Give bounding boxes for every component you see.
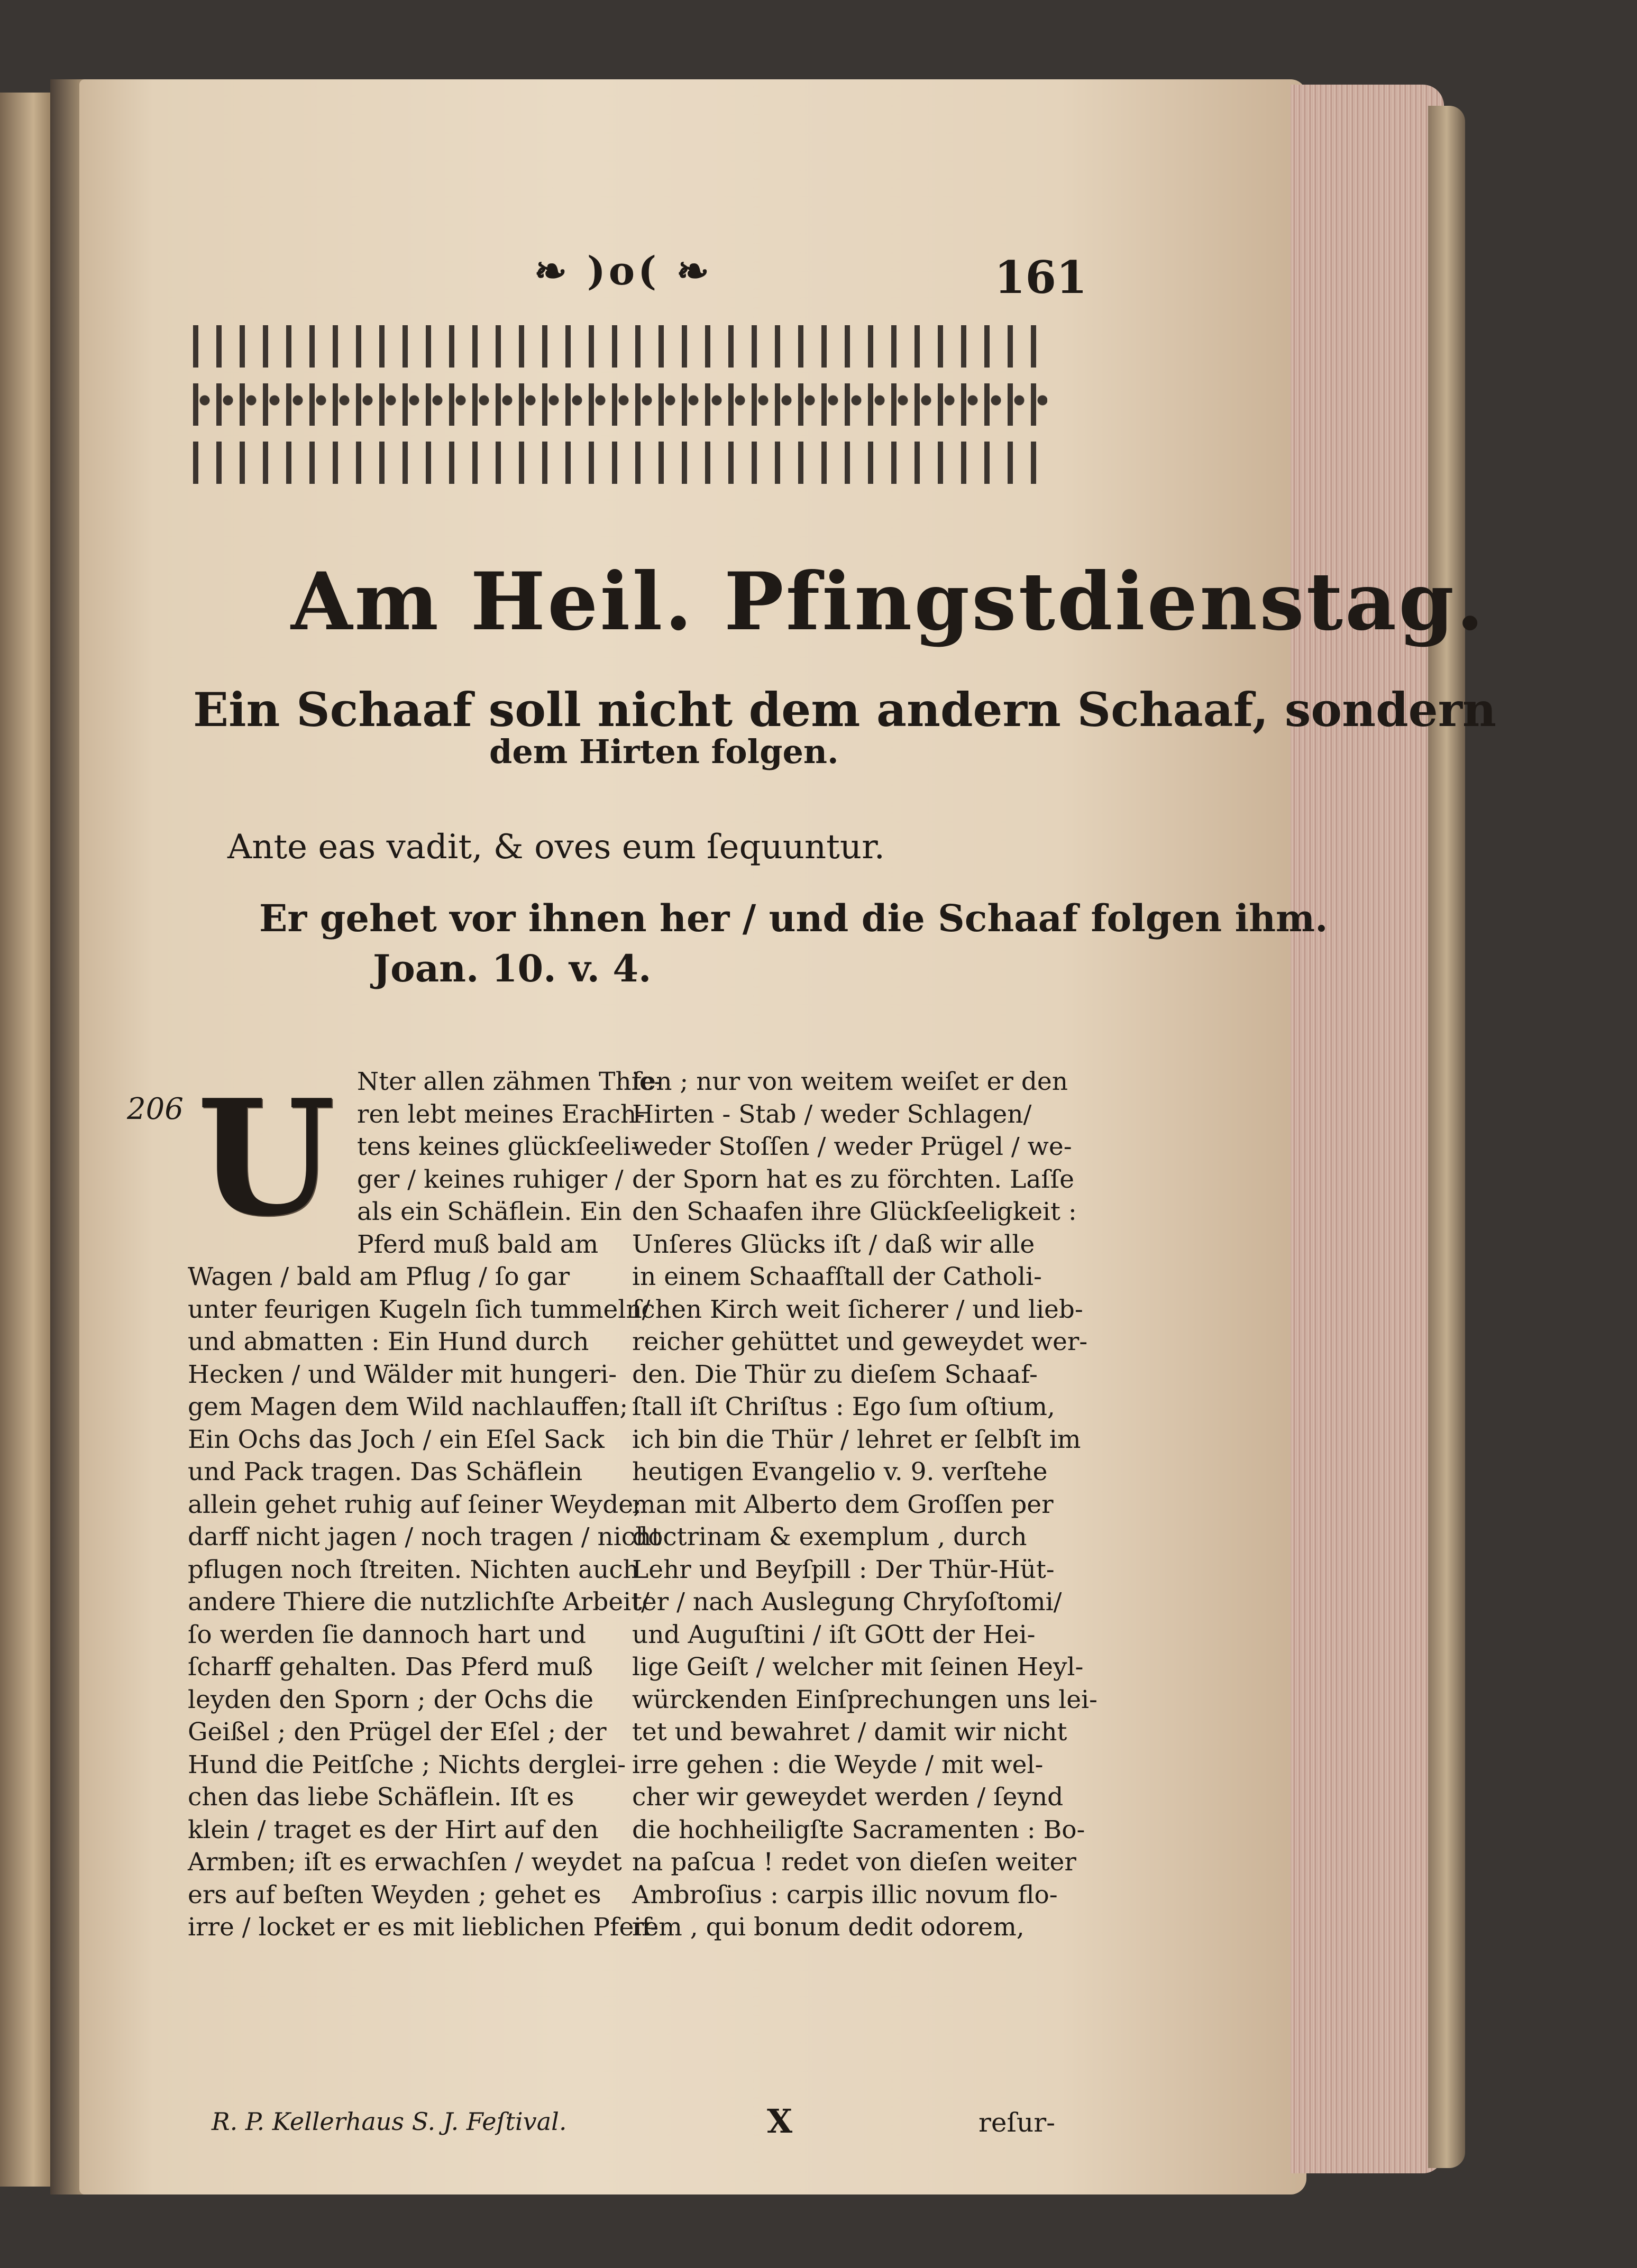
text-line: ger / keines ruhiger / (357, 1164, 624, 1194)
subtitle-line-1: Ein Schaaf soll nicht dem andern Schaaf, sondern (193, 682, 1496, 737)
catchword: reſur- (978, 2107, 1055, 2138)
left-text-column (188, 1066, 663, 1944)
text-line: allein gehet ruhig auf ſeiner Weyde; (188, 1490, 642, 1519)
text-line: tet und bewahret / damit wir nicht (632, 1718, 1067, 1747)
text-line: in einem Schaafſtall der Catholi- (632, 1262, 1042, 1291)
text-line: ich bin die Thür / lehret er ſelbſt im (632, 1425, 1081, 1454)
text-line: fen ; nur von weitem weiſet er den (632, 1067, 1068, 1096)
text-line: Armben; iſt es erwachſen / weydet (188, 1848, 622, 1877)
text-line: der Sporn hat es zu förchten. Laſſe (632, 1164, 1074, 1194)
text-line: man mit Alberto dem Groſſen per (632, 1490, 1054, 1519)
text-line: und Pack tragen. Das Schäflein (188, 1457, 583, 1486)
text-line: leyden den Sporn ; der Ochs die (188, 1685, 594, 1714)
text-line: den. Die Thür zu dieſem Schaaf- (632, 1360, 1038, 1389)
text-line: weder Stoſſen / weder Prügel / we- (632, 1132, 1072, 1161)
cover-edge (1428, 106, 1465, 2168)
page-stack-edge (1291, 85, 1444, 2173)
decorative-ornament-band (193, 325, 1047, 484)
text-line: ſcharff gehalten. Das Pferd muß (188, 1652, 593, 1682)
text-line: ſchen Kirch weit ſicherer / und lieb- (632, 1294, 1083, 1324)
text-line: gem Magen dem Wild nachlauffen; (188, 1392, 628, 1421)
text-line: tens keines glückſeeli- (357, 1132, 639, 1161)
text-line: chen das liebe Schäflein. Iſt es (188, 1783, 574, 1812)
signature-mark: X (767, 2102, 793, 2141)
text-line: Pferd muß bald am (357, 1229, 599, 1259)
text-line: als ein Schäflein. Ein (357, 1197, 622, 1226)
text-line: rem , qui bonum dedit odorem, (632, 1913, 1025, 1942)
text-line: ſo werden ſie dannoch hart und (188, 1620, 587, 1649)
text-line: klein / traget es der Hirt auf den (188, 1815, 599, 1844)
text-line: Wagen / bald am Pflug / ſo gar (188, 1262, 570, 1291)
text-line: cher wir geweydet werden / ſeynd (632, 1783, 1064, 1812)
printer-signature: R. P. Kellerhaus S. J. Feſtival. (212, 2107, 567, 2136)
text-line: irre / locket er es mit lieblichen Pfeif- (188, 1913, 659, 1942)
text-line: heutigen Evangelio v. 9. verſtehe (632, 1457, 1048, 1486)
text-line: würckenden Einſprechungen uns lei- (632, 1685, 1098, 1714)
text-line: irre gehen : die Weyde / mit wel- (632, 1750, 1044, 1779)
text-line: Hecken / und Wälder mit hungeri- (188, 1360, 617, 1389)
text-line: lige Geiſt / welcher mit ſeinen Heyl- (632, 1652, 1084, 1682)
left-page-edge (0, 93, 56, 2187)
text-line: Ambroſius : carpis illic novum flo- (632, 1880, 1058, 1909)
text-line: Nter allen zähmen Thie- (357, 1067, 663, 1096)
scripture-reference: Joan. 10. v. 4. (373, 947, 652, 990)
german-quote: Er gehet vor ihnen her / und die Schaaf folgen ihm. (259, 896, 1328, 940)
right-text-column (632, 1066, 1098, 1944)
text-line: pflugen noch ſtreiten. Nichten auch (188, 1555, 639, 1584)
latin-quote: Ante eas vadit, & oves eum ſequuntur. (227, 828, 885, 867)
text-line: Geißel ; den Prügel der Eſel ; der (188, 1718, 607, 1747)
text-line: ter / nach Auslegung Chryſoſtomi/ (632, 1587, 1062, 1617)
text-line: andere Thiere die nutzlichſte Arbeit/ (188, 1587, 650, 1617)
page-number: 161 (994, 251, 1087, 304)
margin-number: 206 (127, 1092, 184, 1126)
text-line: den Schaafen ihre Glückſeeligkeit : (632, 1197, 1077, 1226)
text-line: Unſeres Glücks iſt / daß wir alle (632, 1229, 1035, 1259)
text-line: ſtall iſt Chriſtus : Ego ſum oſtium, (632, 1392, 1055, 1421)
running-header: ❧ )o( ❧ (534, 249, 712, 294)
text-line: ren lebt meines Erach- (357, 1099, 645, 1129)
text-line: Ein Ochs das Joch / ein Eſel Sack (188, 1425, 605, 1454)
text-line: unter feurigen Kugeln ſich tummeln/ (188, 1294, 651, 1324)
text-line: reicher gehüttet und geweydet wer- (632, 1327, 1088, 1356)
page-title: Am Heil. Pfingstdienstag. (291, 555, 1486, 648)
text-line: Hirten - Stab / weder Schlagen/ (632, 1099, 1032, 1129)
text-line: doctrinam & exemplum , durch (632, 1522, 1027, 1551)
text-line: ers auf beſten Weyden ; gehet es (188, 1880, 601, 1909)
drop-cap: U (197, 1064, 335, 1251)
text-line: Lehr und Beyſpill : Der Thür-Hüt- (632, 1555, 1055, 1584)
text-line: die hochheiligſte Sacramenten : Bo- (632, 1815, 1085, 1844)
text-line: Hund die Peitſche ; Nichts derglei- (188, 1750, 626, 1779)
subtitle-line-2: dem Hirten folgen. (489, 732, 839, 771)
text-line: darff nicht jagen / noch tragen / nicht (188, 1522, 662, 1551)
text-line: und abmatten : Ein Hund durch (188, 1327, 589, 1356)
text-line: und Auguſtini / iſt GOtt der Hei- (632, 1620, 1036, 1649)
text-line: na paſcua ! redet von dieſen weiter (632, 1848, 1076, 1877)
